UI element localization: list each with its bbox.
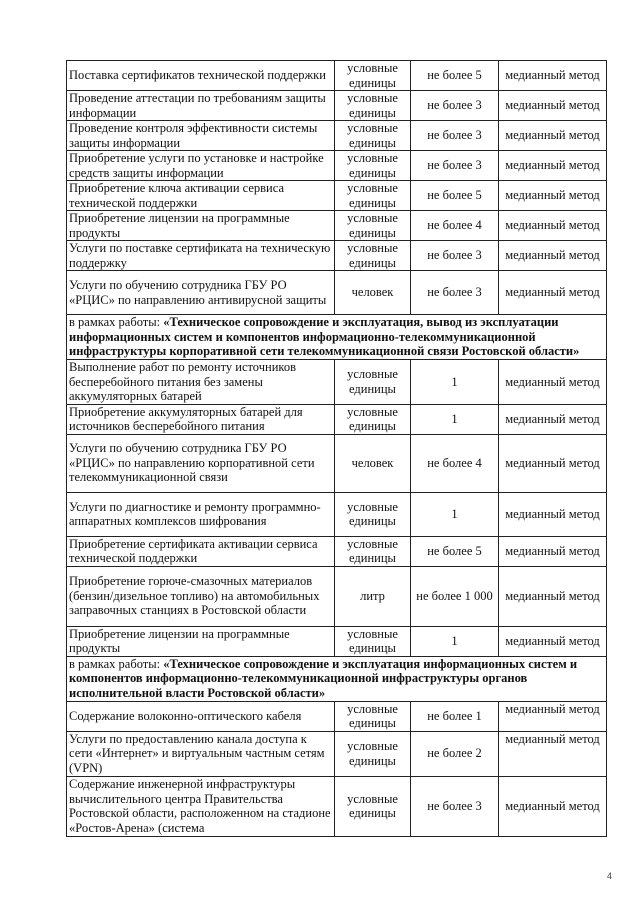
method-cell: медианный метод bbox=[499, 241, 607, 271]
quantity-cell: не более 1 000 bbox=[411, 566, 499, 626]
method-cell: медианный метод bbox=[499, 404, 607, 434]
method-cell: медианный метод bbox=[499, 271, 607, 315]
method-cell: медианный метод bbox=[499, 492, 607, 536]
item-name-cell: Содержание волоконно-оптического кабеля bbox=[67, 701, 335, 731]
section-title: «Техническое сопровождение и эксплуатация, вывод из эксплуатации информационных систем и компонентов информационно-телекоммуникационной инфраструктуры корпоративной сети телекоммуникационной связи Ростовской области» bbox=[69, 315, 580, 359]
item-name-cell: Приобретение услуги по установке и настройке средств защиты информации bbox=[67, 151, 335, 181]
quantity-cell: не более 3 bbox=[411, 91, 499, 121]
quantity-cell: не более 3 bbox=[411, 121, 499, 151]
method-cell: медианный метод bbox=[499, 566, 607, 626]
quantity-cell: не более 5 bbox=[411, 61, 499, 91]
unit-cell: условные единицы bbox=[335, 151, 411, 181]
method-cell: медианный метод bbox=[499, 434, 607, 492]
table-row bbox=[67, 404, 607, 434]
table-row bbox=[67, 271, 607, 315]
method-cell: медианный метод bbox=[499, 211, 607, 241]
page-number: 4 bbox=[606, 871, 612, 881]
item-name-cell: Приобретение горюче-смазочных материалов (бензин/дизельное топливо) на автомобильных заправочных станциях в Ростовской области bbox=[67, 566, 335, 626]
table-row bbox=[67, 536, 607, 566]
item-name-cell: Приобретение лицензии на программные продукты bbox=[67, 626, 335, 656]
procurement-table bbox=[66, 60, 607, 837]
method-cell: медианный метод bbox=[499, 626, 607, 656]
unit-cell: условные единицы bbox=[335, 61, 411, 91]
item-name-cell: Приобретение ключа активации сервиса технической поддержки bbox=[67, 181, 335, 211]
method-cell: медианный метод bbox=[499, 181, 607, 211]
table-row bbox=[67, 241, 607, 271]
unit-cell: условные единицы bbox=[335, 731, 411, 776]
section-row bbox=[67, 315, 607, 360]
quantity-cell: 1 bbox=[411, 404, 499, 434]
item-name-cell: Приобретение лицензии на программные продукты bbox=[67, 211, 335, 241]
quantity-cell: не более 3 bbox=[411, 241, 499, 271]
unit-cell: литр bbox=[335, 566, 411, 626]
method-cell: медианный метод bbox=[499, 121, 607, 151]
method-cell: медианный метод bbox=[499, 701, 607, 731]
unit-cell: условные единицы bbox=[335, 404, 411, 434]
section-title: «Техническое сопровождение и эксплуатация информационных систем и компонентов информационно-телекоммуникационной инфраструктуры органов исполнительной власти Ростовской области» bbox=[69, 656, 578, 700]
item-name-cell: Поставка сертификатов технической поддержки bbox=[67, 61, 335, 91]
table-row bbox=[67, 181, 607, 211]
method-cell: медианный метод bbox=[499, 776, 607, 836]
section-prefix: в рамках работы: bbox=[69, 315, 164, 330]
quantity-cell: не более 5 bbox=[411, 181, 499, 211]
unit-cell: человек bbox=[335, 271, 411, 315]
unit-cell: условные единицы bbox=[335, 211, 411, 241]
section-heading bbox=[67, 656, 607, 701]
unit-cell: условные единицы bbox=[335, 241, 411, 271]
table-row bbox=[67, 211, 607, 241]
quantity-cell: не более 1 bbox=[411, 701, 499, 731]
quantity-cell: не более 3 bbox=[411, 151, 499, 181]
section-heading bbox=[67, 315, 607, 360]
item-name-cell: Приобретение аккумуляторных батарей для источников бесперебойного питания bbox=[67, 404, 335, 434]
quantity-cell: 1 bbox=[411, 360, 499, 405]
item-name-cell: Приобретение сертификата активации сервиса технической поддержки bbox=[67, 536, 335, 566]
item-name-cell: Услуги по диагностике и ремонту программно-аппаратных комплексов шифрования bbox=[67, 492, 335, 536]
table-row bbox=[67, 626, 607, 656]
table-row bbox=[67, 61, 607, 91]
table-row bbox=[67, 91, 607, 121]
method-cell: медианный метод bbox=[499, 91, 607, 121]
method-cell: медианный метод bbox=[499, 61, 607, 91]
item-name-cell: Содержание инженерной инфраструктуры вычислительного центра Правительства Ростовской области, расположенном на стадионе «Ростов-Арена» (система bbox=[67, 776, 335, 836]
unit-cell: условные единицы bbox=[335, 91, 411, 121]
item-name-cell: Проведение аттестации по требованиям защиты информации bbox=[67, 91, 335, 121]
table-row bbox=[67, 776, 607, 836]
table-row bbox=[67, 492, 607, 536]
quantity-cell: не более 3 bbox=[411, 776, 499, 836]
unit-cell: условные единицы bbox=[335, 626, 411, 656]
quantity-cell: не более 5 bbox=[411, 536, 499, 566]
method-cell: медианный метод bbox=[499, 536, 607, 566]
item-name-cell: Услуги по обучению сотрудника ГБУ РО «РЦИС» по направлению корпоративной сети телекоммуникационной связи bbox=[67, 434, 335, 492]
table-row bbox=[67, 566, 607, 626]
unit-cell: человек bbox=[335, 434, 411, 492]
unit-cell: условные единицы bbox=[335, 701, 411, 731]
quantity-cell: не более 2 bbox=[411, 731, 499, 776]
section-prefix: в рамках работы: bbox=[69, 656, 164, 671]
item-name-cell: Проведение контроля эффективности системы защиты информации bbox=[67, 121, 335, 151]
quantity-cell: не более 3 bbox=[411, 271, 499, 315]
table-row bbox=[67, 151, 607, 181]
method-cell: медианный метод bbox=[499, 151, 607, 181]
quantity-cell: не более 4 bbox=[411, 434, 499, 492]
unit-cell: условные единицы bbox=[335, 360, 411, 405]
table-row bbox=[67, 360, 607, 405]
table-row bbox=[67, 434, 607, 492]
unit-cell: условные единицы bbox=[335, 181, 411, 211]
item-name-cell: Услуги по обучению сотрудника ГБУ РО «РЦИС» по направлению антивирусной защиты bbox=[67, 271, 335, 315]
quantity-cell: 1 bbox=[411, 626, 499, 656]
quantity-cell: 1 bbox=[411, 492, 499, 536]
item-name-cell: Услуги по поставке сертификата на техническую поддержку bbox=[67, 241, 335, 271]
table-row bbox=[67, 731, 607, 776]
unit-cell: условные единицы bbox=[335, 492, 411, 536]
method-cell: медианный метод bbox=[499, 731, 607, 776]
unit-cell: условные единицы bbox=[335, 121, 411, 151]
quantity-cell: не более 4 bbox=[411, 211, 499, 241]
table-row bbox=[67, 701, 607, 731]
item-name-cell: Выполнение работ по ремонту источников бесперебойного питания без замены аккумуляторных батарей bbox=[67, 360, 335, 405]
unit-cell: условные единицы bbox=[335, 776, 411, 836]
item-name-cell: Услуги по предоставлению канала доступа к сети «Интернет» и виртуальным частным сетям (VPN) bbox=[67, 731, 335, 776]
table-body bbox=[67, 61, 607, 837]
method-cell: медианный метод bbox=[499, 360, 607, 405]
table-row bbox=[67, 121, 607, 151]
section-row bbox=[67, 656, 607, 701]
unit-cell: условные единицы bbox=[335, 536, 411, 566]
